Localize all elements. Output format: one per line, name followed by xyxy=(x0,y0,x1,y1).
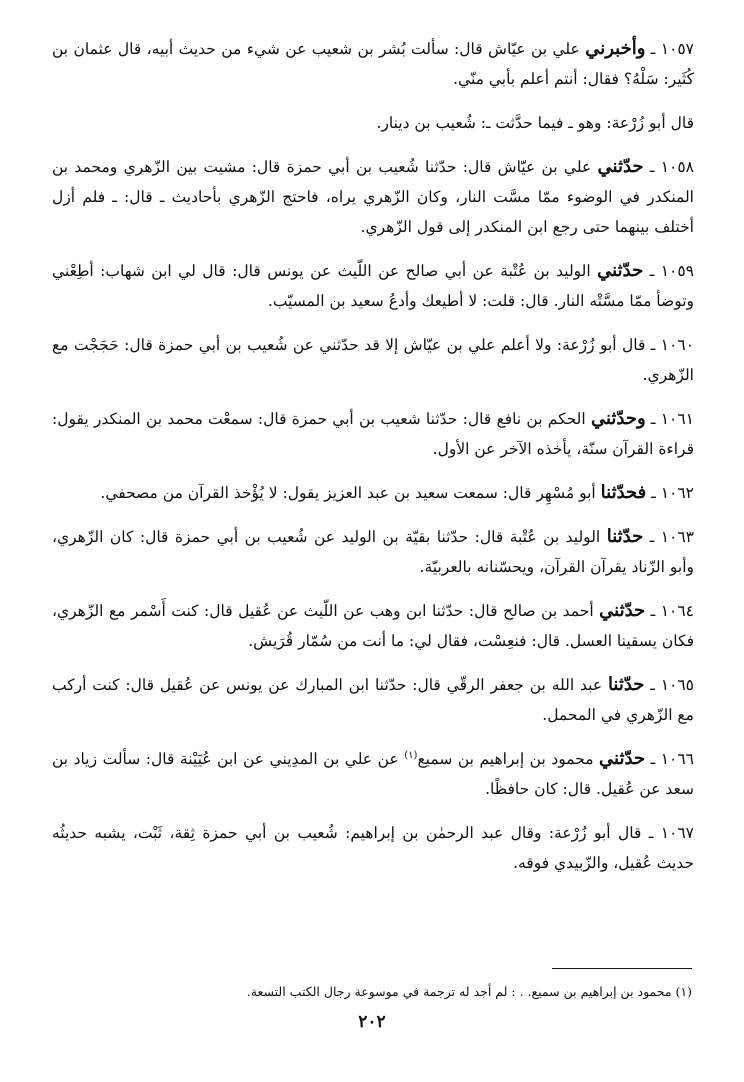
entry-number: ١٠٦٤ xyxy=(660,602,694,620)
entry-text: الحكم بن نافع قال: حدّثنا شعيب بن أبي حمزة قال: سمعْت محمد بن المنكدر يقول: قراءة القرآن سنّة، يأخذه الآخر عن الأول. xyxy=(52,410,694,458)
entry-text: أحمد بن صالح قال: حدّثنا ابن وهب عن اللّيث عن عُقيل قال: كنت أَسْمر مع الزّهري، فكان يسقينا العسل. قال: فنعِسْت، فقال لي: ما أنت من سُمّار قُرَيش. xyxy=(52,602,694,650)
entry-text: محمود بن إبراهيم بن سميع xyxy=(417,750,594,768)
entry-keyword: حدّثني xyxy=(599,600,646,621)
entry-text: قال أبو زُرْعة: وقال عبد الرحمٰن بن إبراهيم: شُعيب بن أبي حمزة ثِقة، ثَبْت، يشبه حديثُه حديث عُقيل، والزّبيدي فوقه. xyxy=(52,824,694,872)
entry-number: ١٠٦١ xyxy=(660,410,695,428)
hadith-entry: ١٠٥٧ ـ وأخبرني علي بن عيّاش قال: سألت بُشر بن شعيب عن شيء من حديث أبيه، قال عثمان بن كُثَير: سَلْهُ؟ فقال: أنتم أعلم بأبي منّي. xyxy=(52,38,695,88)
entry-text: عن علي بن المدِيني عن ابن عُيَيْنة قال: سألت زياد بن سعد عن عُقيل. قال: كان حافظًا. xyxy=(52,750,694,798)
entry-number: ١٠٥٧ xyxy=(660,40,695,58)
hadith-entry: ١٠٦٣ ـ حدّثنا الوليد بن عُتْبة قال: حدّثنا بقيّة بن الوليد عن شُعيب بن أبي حمزة قال: كان الزّهري، وأبو الزّناد يقرآن القرآن، ويحسّنانه بالعربيّة. xyxy=(52,526,695,576)
entry-keyword: حدّثنا xyxy=(607,674,645,695)
entry-text: قال أبو زُرْعة: ولا أعلم علي بن عيّاش إلا قد حدّثني عن شُعيب بن أبي حمزة قال: حَجَجْت مع الزّهري. xyxy=(52,336,694,384)
entry-keyword: حدّثنا xyxy=(606,526,644,547)
entry-text: الوليد بن عُتْبة قال: حدّثنا بقيّة بن الوليد عن شُعيب بن أبي حمزة قال: كان الزّهري، وأبو الزّناد يقرآن القرآن، ويحسّنانه بالعربيّة. xyxy=(52,528,694,576)
hadith-entry: ١٠٦١ ـ وحدّثني الحكم بن نافع قال: حدّثنا شعيب بن أبي حمزة قال: سمعْت محمد بن المنكدر يقول: قراءة القرآن سنّة، يأخذه الآخر عن الأول. xyxy=(52,408,695,458)
entry-text: علي بن عيّاش قال: حدّثنا شُعيب بن أبي حمزة قال: مشيت بين الزّهري ومحمد بن المنكدر في الوضوء ممّا مسَّت النار، وكان الزّهري يراه، فاحتج الزّهري بأحاديث ـ قال: ـ فلم أزل أختلف بينهما حتى رجع ابن المنكدر إلى قول الزّهري. xyxy=(52,158,694,236)
entry-number: ١٠٥٩ xyxy=(660,262,694,280)
entry-text: عبد الله بن جعفر الرقّي قال: حدّثنا ابن المبارك عن يونس عن عُقيل قال: كنت أركب مع الزّهري في المحمل. xyxy=(52,676,694,724)
hadith-entry xyxy=(52,108,694,138)
entry-text: أبو مُسْهِر قال: سمعت سعيد بن عبد العزيز يقول: لا يُؤْخذ القرآن من مصحفي. xyxy=(100,484,596,502)
entry-number: ١٠٦٥ xyxy=(660,676,695,694)
hadith-entry: ١٠٦٧ ـ قال أبو زُرْعة: وقال عبد الرحمٰن بن إبراهيم: شُعيب بن أبي حمزة ثِقة، ثَبْت، يشبه حديثُه حديث عُقيل، والزّبيدي فوقه. xyxy=(52,824,694,872)
entry-keyword: حدّثني xyxy=(599,748,646,769)
footnote: (١) محمود بن إبراهيم بن سميع. . : لم أجد له ترجمة في موسوعة رجال الكتب التسعة. xyxy=(246,984,692,999)
entry-number: ١٠٦٧ xyxy=(660,824,694,842)
hadith-entry: ١٠٦٥ ـ حدّثنا عبد الله بن جعفر الرقّي قال: حدّثنا ابن المبارك عن يونس عن عُقيل قال: كنت أركب مع الزّهري في المحمل. xyxy=(52,674,695,724)
entry-keyword: حدّثني xyxy=(597,260,644,281)
entry-text: قال أبو زُرْعة: وهو ـ فيما حدَّثت ـ: شُعيب بن دينار. xyxy=(376,114,694,132)
entry-keyword: فحدّثنا xyxy=(600,482,647,503)
entry-text: الوليد بن عُتْبة عن أبي صالح عن اللّيث عن يونس قال: قال لي ابن شهاب: أطِعْني وتوضأ ممّا مسَّتْه النار. قال: قلت: لا أطيعك وأدعُ سعيد بن المسيّب. xyxy=(52,262,694,310)
entry-number: ١٠٥٨ xyxy=(660,158,694,176)
hadith-entry: ١٠٦٠ ـ قال أبو زُرْعة: ولا أعلم علي بن عيّاش إلا قد حدّثني عن شُعيب بن أبي حمزة قال: حَجَجْت مع الزّهري. xyxy=(52,336,694,384)
page-number: ٢٠٢ xyxy=(358,1012,386,1032)
hadith-entry: ١٠٦٢ ـ فحدّثنا أبو مُسْهِر قال: سمعت سعيد بن عبد العزيز يقول: لا يُؤْخذ القرآن من مصحفي. xyxy=(100,482,694,503)
entry-keyword: وأخبرني xyxy=(585,38,646,59)
hadith-entry: ١٠٥٨ ـ حدّثني علي بن عيّاش قال: حدّثنا شُعيب بن أبي حمزة قال: مشيت بين الزّهري ومحمد بن المنكدر في الوضوء ممّا مسَّت النار، وكان الزّهري يراه، فاحتج الزّهري بأحاديث ـ قال: ـ فلم أزل أختلف بينهما حتى رجع ابن المنكدر إلى قول الزّهري. xyxy=(52,156,694,236)
entry-number: ١٠٦٠ xyxy=(660,336,694,354)
hadith-entry: ١٠٥٩ ـ حدّثني الوليد بن عُتْبة عن أبي صالح عن اللّيث عن يونس قال: قال لي ابن شهاب: أطِعْني وتوضأ ممّا مسَّتْه النار. قال: قلت: لا أطيعك وأدعُ سعيد بن المسيّب. xyxy=(52,260,694,310)
entry-number: ١٠٦٣ xyxy=(660,528,695,546)
footnote-divider xyxy=(552,968,692,969)
hadith-entries xyxy=(52,34,694,892)
entry-number: ١٠٦٦ xyxy=(660,750,695,768)
entry-keyword: حدّثني xyxy=(597,156,644,177)
hadith-entry: ١٠٦٤ ـ حدّثني أحمد بن صالح قال: حدّثنا ابن وهب عن اللّيث عن عُقيل قال: كنت أَسْمر مع الزّهري، فكان يسقينا العسل. قال: فنعِسْت، فقال لي: ما أنت من سُمّار قُرَيش. xyxy=(52,600,694,650)
entry-text: علي بن عيّاش قال: سألت بُشر بن شعيب عن شيء من حديث أبيه، قال عثمان بن كُثَير: سَلْهُ؟ فقال: أنتم أعلم بأبي منّي. xyxy=(52,40,694,88)
hadith-entry: ١٠٦٦ ـ حدّثني محمود بن إبراهيم بن سميع$^{(١)}$ عن علي بن المدِيني عن ابن عُيَيْنة قال: سألت زياد بن سعد عن عُقيل. قال: كان حافظًا. xyxy=(52,748,695,798)
entry-keyword: وحدّثني xyxy=(590,408,646,429)
entry-number: ١٠٦٢ xyxy=(660,484,694,502)
footnote-reference[interactable]: (١) xyxy=(404,749,418,761)
